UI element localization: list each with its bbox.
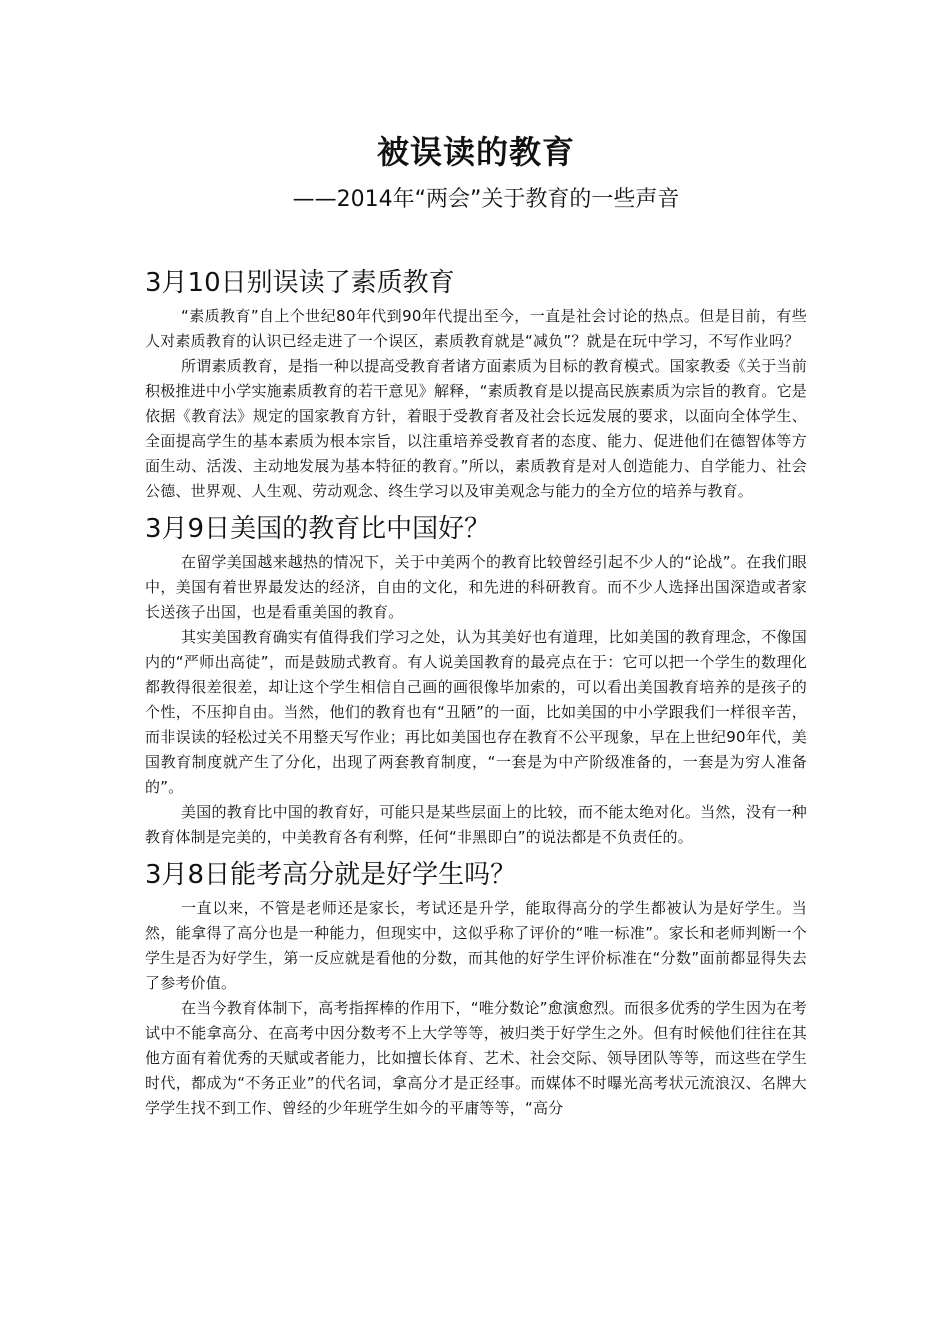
paragraph: 所谓素质教育，是指一种以提高受教育者诸方面素质为目标的教育模式。国家教委《关于当前积极推进中小学实施素质教育的若干意见》解释，“素质教育是以提高民族素质为宗旨的教育。它是依据《教育法》规定的国家教育方针，着眼于受教育者及社会长远发展的要求，以面向全体学生、全面提高学生的基本素质为根本宗旨，以注重培养受教育者的态度、能力、促进他们在德智体等方面生动、活泼、主动地发展为基本特征的教育。”所以，素质教育是对人创造能力、自学能力、社会公德、世界观、人生观、劳动观念、终生学习以及审美观念与能力的全方位的培养与教育。 bbox=[145, 357, 807, 500]
section-quality-education bbox=[145, 264, 807, 504]
paragraph: 在当今教育体制下，高考指挥棒的作用下，“唯分数论”愈演愈烈。而很多优秀的学生因为在考试中不能拿高分、在高考中因分数考不上大学等等，被归类于好学生之外。但有时候他们往往在其他方面有着优秀的天赋或者能力，比如擅长体育、艺术、社会交际、领导团队等等，而这些在学生时代，都成为“不务正业”的代名词，拿高分才是正经事。而媒体不时曝光高考状元流浪汉、名牌大学学生找不到工作、曾经的少年班学生如今的平庸等等，“高分 bbox=[145, 999, 807, 1117]
section-high-scores bbox=[145, 856, 807, 1121]
paragraph: 美国的教育比中国的教育好，可能只是某些层面上的比较，而不能太绝对化。当然，没有一种教育体制是完美的，中美教育各有利弊，任何“非黑即白”的说法都是不负责任的。 bbox=[145, 803, 807, 846]
section-heading: 3月10日别误读了素质教育 bbox=[145, 268, 455, 298]
paragraph: 在留学美国越来越热的情况下，关于中美两个的教育比较曾经引起不少人的“论战”。在我们眼中，美国有着世界最发达的经济，自由的文化，和先进的科研教育。而不少人选择出国深造或者家长送孩子出国，也是看重美国的教育。 bbox=[145, 553, 807, 621]
paragraph: 一直以来，不管是老师还是家长，考试还是升学，能取得高分的学生都被认为是好学生。当然，能拿得了高分也是一种能力，但现实中，这似乎称了评价的“唯一标准”。家长和老师判断一个学生是否为好学生，第一反应就是看他的分数，而其他的好学生评价标准在“分数”面前都显得失去了参考价值。 bbox=[145, 899, 807, 992]
paragraph: “素质教育”自上个世纪80年代到90年代提出至今，一直是社会讨论的热点。但是目前，有些人对素质教育的认识已经走进了一个误区，素质教育就是“减负”？就是在玩中学习，不写作业吗？ bbox=[145, 307, 807, 350]
section-heading: 3月8日能考高分就是好学生吗？ bbox=[145, 860, 517, 890]
paragraph: 其实美国教育确实有值得我们学习之处，认为其美好也有道理，比如美国的教育理念，不像国内的“严师出高徒”，而是鼓励式教育。有人说美国教育的最亮点在于：它可以把一个学生的数理化都教得很差很差，却让这个学生相信自己画的画很像毕加索的，可以看出美国教育培养的是孩子的个性，不压抑自由。当然，他们的教育也有“丑陋”的一面，比如美国的中小学跟我们一样很辛苦，而非误读的轻松过关不用整天写作业；再比如美国也存在教育不公平现象，早在上世纪90年代，美国教育制度就产生了分化，出现了两套教育制度，“一套是为中产阶级准备的，一套是为穷人准备的”。 bbox=[145, 628, 807, 796]
document-subtitle: ——2014年“两会”关于教育的一些声音 bbox=[292, 187, 680, 212]
section-us-education bbox=[145, 510, 807, 850]
section-heading: 3月9日美国的教育比中国好？ bbox=[145, 514, 491, 544]
document-page bbox=[145, 130, 807, 1121]
document-title: 被误读的教育 bbox=[376, 133, 575, 171]
